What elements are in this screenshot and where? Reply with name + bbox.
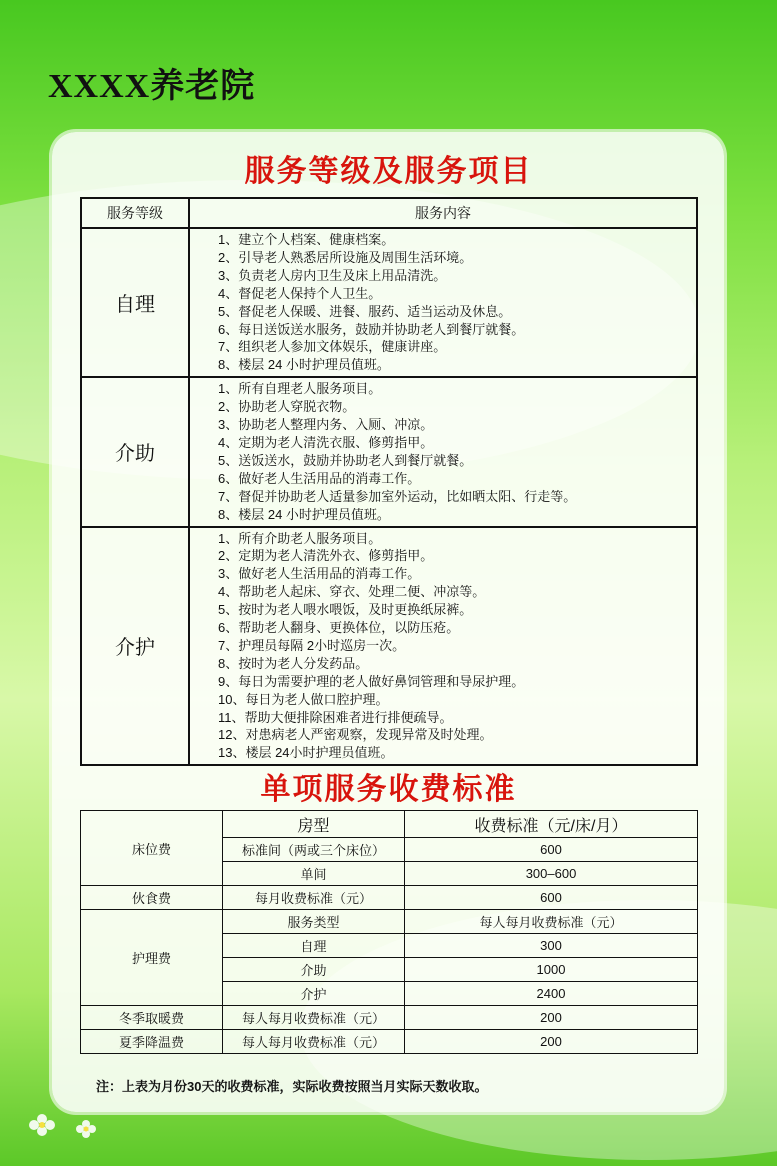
winter-fee-label: 冬季取暖费 xyxy=(81,1006,223,1030)
summer-fee-desc: 每人每月收费标准（元） xyxy=(223,1030,405,1054)
care-fee-label: 护理费 xyxy=(81,910,223,1006)
service-item: 2、引导老人熟悉居所设施及周围生活环境。 xyxy=(218,249,473,265)
single-room-label: 单间 xyxy=(223,862,405,886)
service-item: 6、帮助老人翻身、更换体位，以防压疮。 xyxy=(218,620,460,636)
fee-standard-header: 收费标准（元/床/月） xyxy=(405,811,698,838)
services-header-row xyxy=(81,198,697,228)
service-item: 8、按时为老人分发药品。 xyxy=(218,655,369,671)
service-item: 4、督促老人保持个人卫生。 xyxy=(218,285,382,301)
care-price: 1000 xyxy=(405,958,698,982)
service-item: 8、楼层 24 小时护理员值班。 xyxy=(218,506,390,522)
summer-fee-label: 夏季降温费 xyxy=(81,1030,223,1054)
service-item: 1、所有介助老人服务项目。 xyxy=(218,530,382,546)
service-item: 8、楼层 24 小时护理员值班。 xyxy=(218,357,390,373)
service-item: 5、按时为老人喂水喂饭，及时更换纸尿裤。 xyxy=(218,602,473,618)
level-items xyxy=(189,527,697,766)
bed-fee-label: 床位费 xyxy=(81,811,223,886)
col-level-header: 服务等级 xyxy=(81,198,189,228)
care-standard-header: 每人每月收费标准（元） xyxy=(405,910,698,934)
services-title: 服务等级及服务项目 xyxy=(244,155,533,188)
service-item: 2、协助老人穿脱衣物。 xyxy=(218,399,356,415)
service-item: 7、护理员每隔 2小时巡房一次。 xyxy=(218,637,406,653)
service-item: 4、帮助老人起床、穿衣、处理二便、冲凉等。 xyxy=(218,584,486,600)
service-level-row xyxy=(81,228,697,377)
header-title: XXXX养老院 xyxy=(48,68,256,105)
service-level-row xyxy=(81,527,697,766)
service-item: 5、送饭送水，鼓励并协助老人到餐厅就餐。 xyxy=(218,452,473,468)
level-name: 介护 xyxy=(81,527,189,766)
level-name: 介助 xyxy=(81,377,189,526)
service-item: 3、协助老人整理内务、入厕、冲凉。 xyxy=(218,417,434,433)
fee-row xyxy=(81,811,698,838)
standard-room-label: 标准间（两或三个床位） xyxy=(223,838,405,862)
care-price: 300 xyxy=(405,934,698,958)
service-item: 6、做好老人生活用品的消毒工作。 xyxy=(218,470,421,486)
fee-row xyxy=(81,886,698,910)
fees-table xyxy=(80,810,698,1054)
room-type-header: 房型 xyxy=(223,811,405,838)
services-table xyxy=(80,197,698,766)
service-item: 7、督促并协助老人适量参加室外运动，比如晒太阳、行走等。 xyxy=(218,488,577,504)
service-item: 13、楼层 24小时护理员值班。 xyxy=(218,745,394,761)
service-item: 6、每日送饭送水服务，鼓励并协助老人到餐厅就餐。 xyxy=(218,321,525,337)
service-item: 1、所有自理老人服务项目。 xyxy=(218,381,382,397)
service-item: 12、对患病老人严密观察，发现异常及时处理。 xyxy=(218,727,493,743)
service-item: 10、每日为老人做口腔护理。 xyxy=(218,691,389,707)
care-price: 2400 xyxy=(405,982,698,1006)
service-item: 5、督促老人保暖、进餐、服药、适当运动及休息。 xyxy=(218,303,512,319)
service-type-header: 服务类型 xyxy=(223,910,405,934)
food-fee-label: 伙食费 xyxy=(81,886,223,910)
service-item: 9、每日为需要护理的老人做好鼻饲管理和导尿护理。 xyxy=(218,673,525,689)
care-type: 自理 xyxy=(223,934,405,958)
col-content-header: 服务内容 xyxy=(189,198,697,228)
service-item: 3、做好老人生活用品的消毒工作。 xyxy=(218,566,421,582)
service-level-row xyxy=(81,377,697,526)
fee-note: 注：上表为月份30天的收费标准，实际收费按照当月实际天数收取。 xyxy=(96,1079,488,1094)
single-room-price: 300–600 xyxy=(405,862,698,886)
care-type: 介护 xyxy=(223,982,405,1006)
service-item: 11、帮助大便排除困难者进行排便疏导。 xyxy=(218,709,453,725)
flower-decoration-icon xyxy=(20,1105,140,1145)
level-items xyxy=(189,228,697,377)
service-item: 7、组织老人参加文体娱乐，健康讲座。 xyxy=(218,339,447,355)
fees-title: 单项服务收费标准 xyxy=(260,773,517,806)
fee-row xyxy=(81,1030,698,1054)
fee-row xyxy=(81,910,698,934)
service-item: 4、定期为老人清洗衣服、修剪指甲。 xyxy=(218,434,434,450)
level-items xyxy=(189,377,697,526)
standard-room-price: 600 xyxy=(405,838,698,862)
food-fee-price: 600 xyxy=(405,886,698,910)
level-name: 自理 xyxy=(81,228,189,377)
service-item: 1、建立个人档案、健康档案。 xyxy=(218,232,395,247)
fee-row xyxy=(81,1006,698,1030)
care-type: 介助 xyxy=(223,958,405,982)
summer-fee-price: 200 xyxy=(405,1030,698,1054)
winter-fee-desc: 每人每月收费标准（元） xyxy=(223,1006,405,1030)
winter-fee-price: 200 xyxy=(405,1006,698,1030)
food-fee-desc: 每月收费标准（元） xyxy=(223,886,405,910)
service-item: 3、负责老人房内卫生及床上用品清洗。 xyxy=(218,267,447,283)
service-item: 2、定期为老人清洗外衣、修剪指甲。 xyxy=(218,548,434,564)
